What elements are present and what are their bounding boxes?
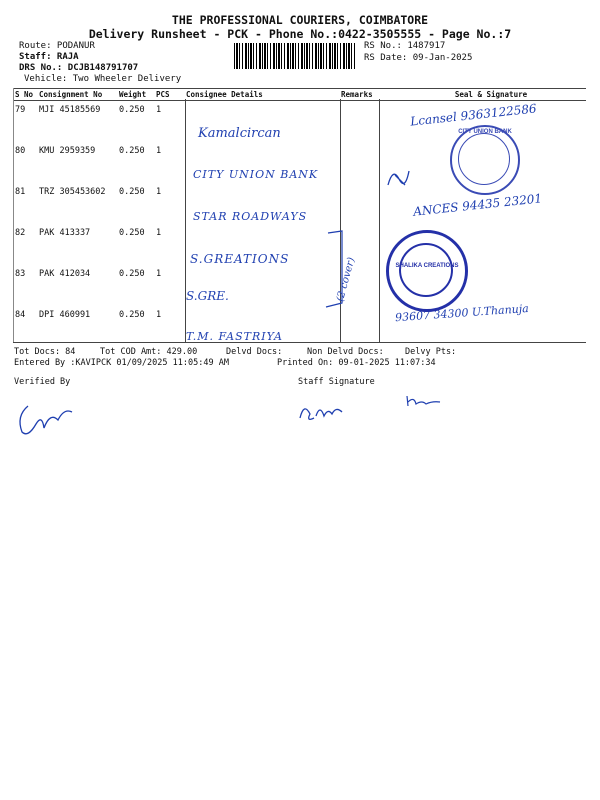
delivery-points: Delvy Pts: bbox=[405, 347, 457, 357]
vehicle-label: Vehicle: Two Wheeler Delivery bbox=[24, 74, 182, 84]
divider bbox=[13, 88, 14, 343]
col-remarks: Remarks bbox=[339, 89, 396, 101]
delivered-docs: Delvd Docs: bbox=[226, 347, 283, 357]
consignee-handwriting: S.GREATIONS bbox=[190, 252, 290, 266]
col-seal: Seal & Signature bbox=[396, 89, 586, 101]
row-pcs: 1 bbox=[156, 310, 162, 320]
col-pcs: PCS bbox=[154, 89, 184, 101]
staff-signature bbox=[296, 398, 346, 428]
table-header-row bbox=[13, 89, 586, 101]
consignee-handwriting: T.M. FASTRIYA bbox=[186, 330, 283, 343]
row-pcs: 1 bbox=[156, 187, 162, 197]
row-consignment: MJI 45185569 bbox=[39, 105, 101, 115]
non-delivered-docs: Non Delvd Docs: bbox=[307, 347, 384, 357]
row-consignment: TRZ 305453602 bbox=[39, 187, 106, 197]
seal-signature: Lcansel 9363122586 bbox=[409, 101, 538, 129]
delivery-signature bbox=[404, 392, 444, 412]
row-consignment: KMU 2959359 bbox=[39, 146, 96, 156]
row-weight: 0.250 bbox=[119, 269, 145, 279]
seal-signature: 93607 34300 U.Thanuja bbox=[394, 301, 530, 325]
drs-value: DCJB148791707 bbox=[67, 63, 139, 73]
row-weight: 0.250 bbox=[119, 146, 145, 156]
verifier-signature bbox=[14, 398, 74, 443]
row-consignment: DPI 460991 bbox=[39, 310, 91, 320]
bank-stamp-text: CITY UNION BANK bbox=[458, 129, 512, 135]
table-row bbox=[13, 265, 586, 306]
row-sno: 83 bbox=[15, 269, 26, 279]
company-name: THE PROFESSIONAL COURIERS, COIMBATORE bbox=[171, 13, 429, 27]
row-consignment: PAK 413337 bbox=[39, 228, 91, 238]
verified-by-label: Verified By bbox=[14, 377, 71, 387]
row-pcs: 1 bbox=[156, 228, 162, 238]
rs-date: RS Date: 09-Jan-2025 bbox=[364, 53, 473, 63]
row-sno: 81 bbox=[15, 187, 26, 197]
rs-number: RS No.: 1487917 bbox=[364, 41, 446, 51]
drs-number bbox=[19, 63, 138, 73]
divider bbox=[13, 342, 586, 343]
staff-signature-label: Staff Signature bbox=[298, 377, 375, 387]
consignee-handwriting: STAR ROADWAYS bbox=[193, 210, 308, 223]
consignee-handwriting: Kamalcircan bbox=[198, 126, 281, 141]
bank-stamp bbox=[450, 125, 520, 195]
row-weight: 0.250 bbox=[119, 310, 145, 320]
runsheet-title: Delivery Runsheet - PCK - Phone No.:0422-3505555 - Page No.:7 bbox=[88, 27, 512, 41]
row-weight: 0.250 bbox=[119, 228, 145, 238]
staff-label: Staff: RAJA bbox=[19, 52, 79, 62]
col-weight: Weight bbox=[117, 89, 154, 101]
col-consignment: Consignment No bbox=[37, 89, 117, 101]
row-sno: 84 bbox=[15, 310, 26, 320]
remarks-note: (2 cover) bbox=[335, 256, 358, 303]
company-stamp bbox=[386, 230, 468, 312]
drs-label: DRS No.: bbox=[19, 63, 63, 73]
row-weight: 0.250 bbox=[119, 187, 145, 197]
row-sno: 79 bbox=[15, 105, 26, 115]
printed-on: Printed On: 09-01-2025 11:07:34 bbox=[277, 358, 436, 368]
row-remarks bbox=[339, 101, 396, 143]
row-pcs: 1 bbox=[156, 269, 162, 279]
consignee-handwriting: S.GRE. bbox=[186, 289, 229, 303]
total-cod: Tot COD Amt: 429.00 bbox=[100, 347, 198, 357]
entered-by: Entered By :KAVIPCK 01/09/2025 11:05:49 AM bbox=[14, 358, 229, 368]
signature-scribble bbox=[385, 165, 415, 190]
row-sno: 80 bbox=[15, 146, 26, 156]
consignee-handwriting: CITY UNION BANK bbox=[193, 168, 319, 181]
company-stamp-text: SHALIKA CREATIONS bbox=[395, 263, 459, 269]
col-consignee: Consignee Details bbox=[184, 89, 339, 101]
total-docs: Tot Docs: 84 bbox=[14, 347, 76, 357]
seal-signature: ANCES 94435 23201 bbox=[412, 191, 543, 219]
col-sno: S No bbox=[13, 89, 37, 101]
divider bbox=[185, 99, 186, 343]
row-pcs: 1 bbox=[156, 105, 162, 115]
table-row bbox=[13, 224, 586, 265]
route-label: Route: PODANUR bbox=[19, 41, 95, 51]
row-sno: 82 bbox=[15, 228, 26, 238]
row-weight: 0.250 bbox=[119, 105, 145, 115]
barcode bbox=[234, 43, 356, 69]
row-consignment: PAK 412034 bbox=[39, 269, 91, 279]
row-pcs: 1 bbox=[156, 146, 162, 156]
